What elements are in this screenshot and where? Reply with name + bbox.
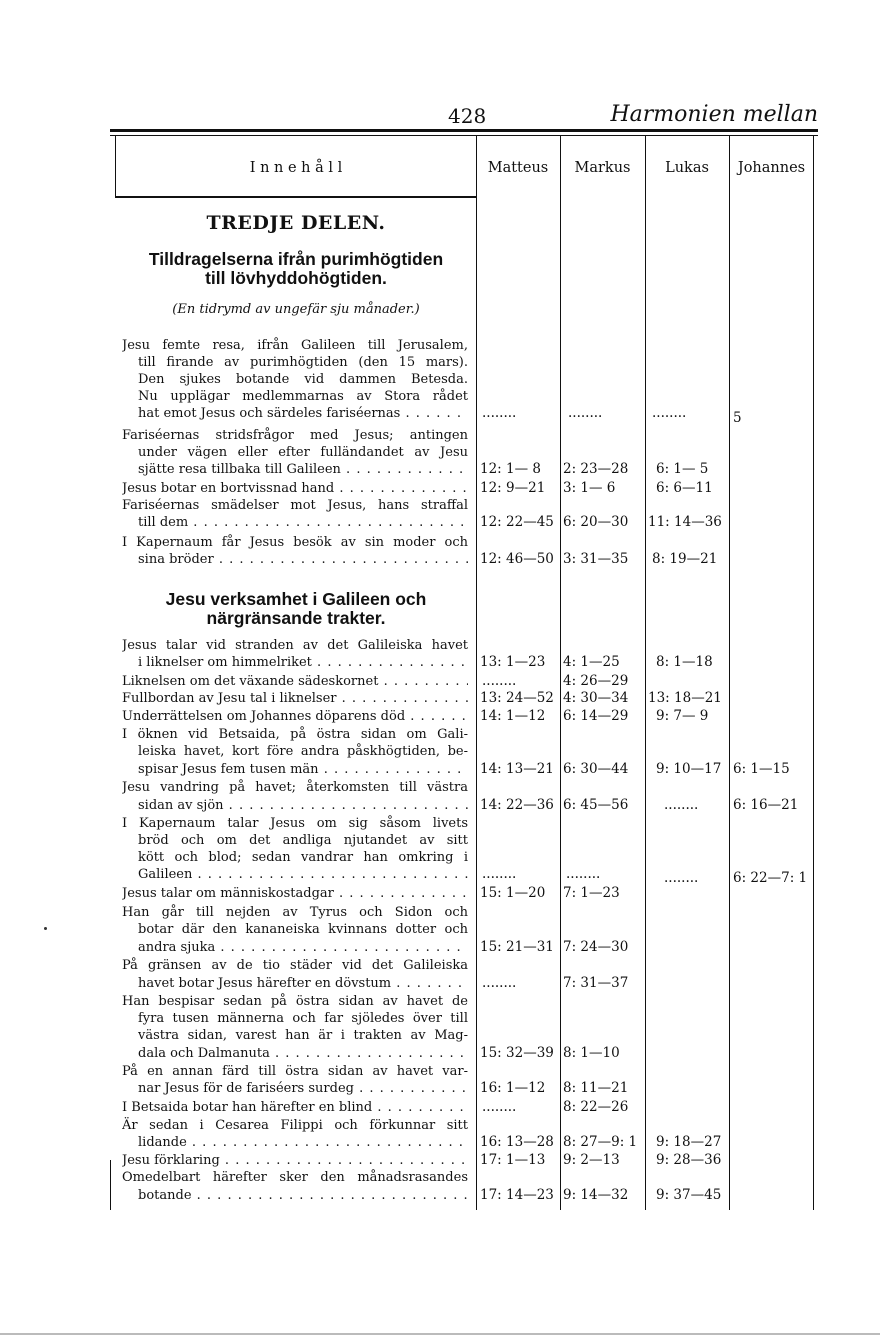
lukas-ref: 9: 28—36 — [656, 1152, 722, 1168]
matteus-ref: 17: 1—13 — [480, 1152, 546, 1168]
matteus-ref: ........ — [482, 673, 517, 689]
lukas-ref: 9: 7— 9 — [656, 708, 709, 724]
column-rule — [115, 136, 116, 198]
part-title: TREDJE DELEN. — [206, 212, 386, 234]
column-header-markus: Markus — [574, 160, 631, 176]
entry-line: Liknelsen om det växande sädeskornet . . . — [122, 673, 468, 690]
entry-line: Fariséernas smädelser mot Jesus, hans straffal — [122, 498, 468, 513]
entry-line: Jesus talar om människostadgar . . . — [122, 885, 468, 902]
entry-line: På en annan färd till östra sidan av havet var- — [122, 1064, 468, 1079]
lukas-ref: 8: 1—18 — [656, 654, 713, 670]
matteus-ref: 12: 1— 8 — [480, 461, 541, 477]
markus-ref: 3: 1— 6 — [563, 480, 616, 496]
section-title: närgränsande trakter. — [206, 608, 386, 628]
column-rule — [560, 136, 561, 1210]
entry-line: sidan av sjön . . . — [138, 797, 468, 814]
entry-line: Underrättelsen om Johannes döparens död . . . — [122, 708, 468, 725]
top-rule — [110, 129, 818, 132]
column-rule — [645, 136, 646, 1210]
section-title: Jesu verksamhet i Galileen och — [165, 589, 427, 609]
markus-ref: 7: 24—30 — [563, 939, 629, 955]
markus-ref: 7: 1—23 — [563, 885, 620, 901]
entry-line: havet botar Jesus härefter en dövstum . . . — [138, 975, 468, 992]
entry-line: nar Jesus för de fariséers surdeg . . . — [138, 1080, 468, 1097]
entry-line: Den sjukes botande vid dammen Betesda. — [138, 372, 468, 387]
entry-line: sina bröder . . . — [138, 551, 468, 568]
entry-line: i liknelser om himmelriket . . . — [138, 654, 468, 671]
matteus-ref: 14: 13—21 — [480, 761, 554, 777]
column-rule — [813, 136, 814, 1210]
markus-ref: 8: 22—26 — [563, 1099, 629, 1115]
entry-line: fyra tusen männerna och far sjöledes över till — [138, 1011, 468, 1026]
entry-line: under vägen eller efter fulländandet av Jesu — [138, 445, 468, 460]
johannes-ref: 6: 1—15 — [733, 761, 790, 777]
matteus-ref: ........ — [482, 1099, 517, 1115]
matteus-ref: 12: 9—21 — [480, 480, 546, 496]
matteus-ref: 12: 46—50 — [480, 551, 554, 567]
matteus-ref: ........ — [482, 405, 517, 421]
johannes-ref: 6: 22—7: 1 — [733, 870, 808, 886]
column-rule — [110, 1160, 111, 1210]
lukas-ref: 11: 14—36 — [648, 514, 722, 530]
column-header-matteus: Matteus — [487, 160, 549, 176]
header-rule — [110, 135, 818, 136]
entry-line: Han bespisar sedan på östra sidan av havet de — [122, 994, 468, 1009]
entry-line: lidande . . . — [138, 1134, 468, 1151]
lukas-ref: 9: 37—45 — [656, 1187, 722, 1203]
lukas-ref: 6: 1— 5 — [656, 461, 709, 477]
lukas-ref: 8: 19—21 — [652, 551, 718, 567]
entry-line: dala och Dalmanuta . . . — [138, 1045, 468, 1062]
entry-line: I Kapernaum får Jesus besök av sin moder och — [122, 535, 468, 550]
markus-ref: 8: 11—21 — [563, 1080, 629, 1096]
markus-ref: 9: 14—32 — [563, 1187, 629, 1203]
entry-line: Är sedan i Cesarea Filippi och förkunnar sitt — [122, 1118, 468, 1133]
markus-ref: 3: 31—35 — [563, 551, 629, 567]
entry-line: kött och blod; sedan vandrar han omkring i — [138, 850, 468, 865]
entry-line: Jesu förklaring . . . — [122, 1152, 468, 1169]
column-rule — [476, 136, 477, 1210]
markus-ref: 8: 27—9: 1 — [563, 1134, 638, 1150]
entry-line: I Kapernaum talar Jesus om sig såsom livets — [122, 816, 468, 831]
lukas-ref: ........ — [664, 797, 699, 813]
entry-line: sjätte resa tillbaka till Galileen . . . — [138, 461, 468, 478]
entry-line: hat emot Jesus och särdeles fariséernas . . . — [138, 405, 468, 422]
markus-ref: 4: 1—25 — [563, 654, 620, 670]
entry-line: andra sjuka . . . — [138, 939, 468, 956]
matteus-ref: ........ — [482, 866, 517, 882]
markus-ref: ........ — [566, 866, 601, 882]
markus-ref: 6: 45—56 — [563, 797, 629, 813]
entry-line: Nu upplägar medlemmarnas av Stora rådet — [138, 389, 468, 404]
entry-line: leiska havet, kort före andra påskhögtiden, be- — [138, 744, 468, 759]
entry-line: Omedelbart härefter sker den månadsrasandes — [122, 1170, 468, 1185]
column-header-johannes: Johannes — [737, 160, 806, 176]
entry-line: bröd och om det andliga njutandet av sitt — [138, 833, 468, 848]
entry-line: I öknen vid Betsaida, på östra sidan om Gali- — [122, 727, 468, 742]
lukas-ref: 9: 10—17 — [656, 761, 722, 777]
contents-header-rule — [116, 196, 476, 198]
entry-line: Fariséernas stridsfrågor med Jesus; antingen — [122, 428, 468, 443]
page-number: 428 — [448, 104, 487, 128]
section-subtitle: (En tidrymd av ungefär sju månader.) — [172, 302, 420, 317]
johannes-ref: 5 — [733, 410, 742, 426]
matteus-ref: 13: 1—23 — [480, 654, 546, 670]
markus-ref: 6: 20—30 — [563, 514, 629, 530]
matteus-ref: 16: 13—28 — [480, 1134, 554, 1150]
matteus-ref: 15: 32—39 — [480, 1045, 554, 1061]
entry-line: Jesu vandring på havet; återkomsten till västra — [122, 780, 468, 795]
matteus-ref: 13: 24—52 — [480, 690, 554, 706]
matteus-ref: 14: 1—12 — [480, 708, 546, 724]
markus-ref: 4: 26—29 — [563, 673, 629, 689]
running-title: Harmonien mellan — [610, 102, 818, 127]
entry-line: spisar Jesus fem tusen män . . . — [138, 761, 468, 778]
lukas-ref: 13: 18—21 — [648, 690, 722, 706]
markus-ref: 2: 23—28 — [563, 461, 629, 477]
matteus-ref: 17: 14—23 — [480, 1187, 554, 1203]
entry-line: botande . . . — [138, 1187, 468, 1204]
markus-ref: 9: 2—13 — [563, 1152, 620, 1168]
lukas-ref: 9: 18—27 — [656, 1134, 722, 1150]
entry-line: botar där den kananeiska kvinnans dotter och — [138, 922, 468, 937]
matteus-ref: 15: 1—20 — [480, 885, 546, 901]
margin-mark — [44, 927, 47, 930]
matteus-ref: ........ — [482, 975, 517, 991]
scan-edge — [0, 1333, 880, 1335]
entry-line: På gränsen av de tio städer vid det Galileiska — [122, 958, 468, 973]
column-header-contents: I n n e h å l l — [249, 160, 343, 176]
column-header-lukas: Lukas — [665, 160, 709, 176]
entry-line: Jesus talar vid stranden av det Galileiska havet — [122, 638, 468, 653]
markus-ref: 4: 30—34 — [563, 690, 629, 706]
markus-ref: 6: 30—44 — [563, 761, 629, 777]
markus-ref: 7: 31—37 — [563, 975, 629, 991]
lukas-ref: ........ — [664, 870, 699, 886]
section-title: Tilldragelserna ifrån purimhögtiden — [148, 249, 444, 269]
matteus-ref: 12: 22—45 — [480, 514, 554, 530]
markus-ref: 6: 14—29 — [563, 708, 629, 724]
lukas-ref: ........ — [652, 405, 687, 421]
johannes-ref: 6: 16—21 — [733, 797, 799, 813]
markus-ref: 8: 1—10 — [563, 1045, 620, 1061]
markus-ref: ........ — [568, 405, 603, 421]
section-title: till lövhyddohögtiden. — [205, 268, 387, 288]
entry-line: till dem . . . — [138, 514, 468, 531]
column-rule — [729, 136, 730, 1210]
entry-line: till firande av purimhögtiden (den 15 mars). — [138, 355, 468, 370]
matteus-ref: 14: 22—36 — [480, 797, 554, 813]
entry-line: Jesu femte resa, ifrån Galileen till Jerusalem, — [122, 338, 468, 353]
entry-line: I Betsaida botar han härefter en blind . . . — [122, 1099, 468, 1116]
entry-line: Fullbordan av Jesu tal i liknelser . . . — [122, 690, 468, 707]
lukas-ref: 6: 6—11 — [656, 480, 713, 496]
entry-line: Jesus botar en bortvissnad hand . . . — [122, 480, 468, 497]
entry-line: Han går till nejden av Tyrus och Sidon och — [122, 905, 468, 920]
entry-line: västra sidan, varest han är i trakten av Mag- — [138, 1028, 468, 1043]
matteus-ref: 15: 21—31 — [480, 939, 554, 955]
entry-line: Galileen . . . — [138, 866, 468, 883]
matteus-ref: 16: 1—12 — [480, 1080, 546, 1096]
